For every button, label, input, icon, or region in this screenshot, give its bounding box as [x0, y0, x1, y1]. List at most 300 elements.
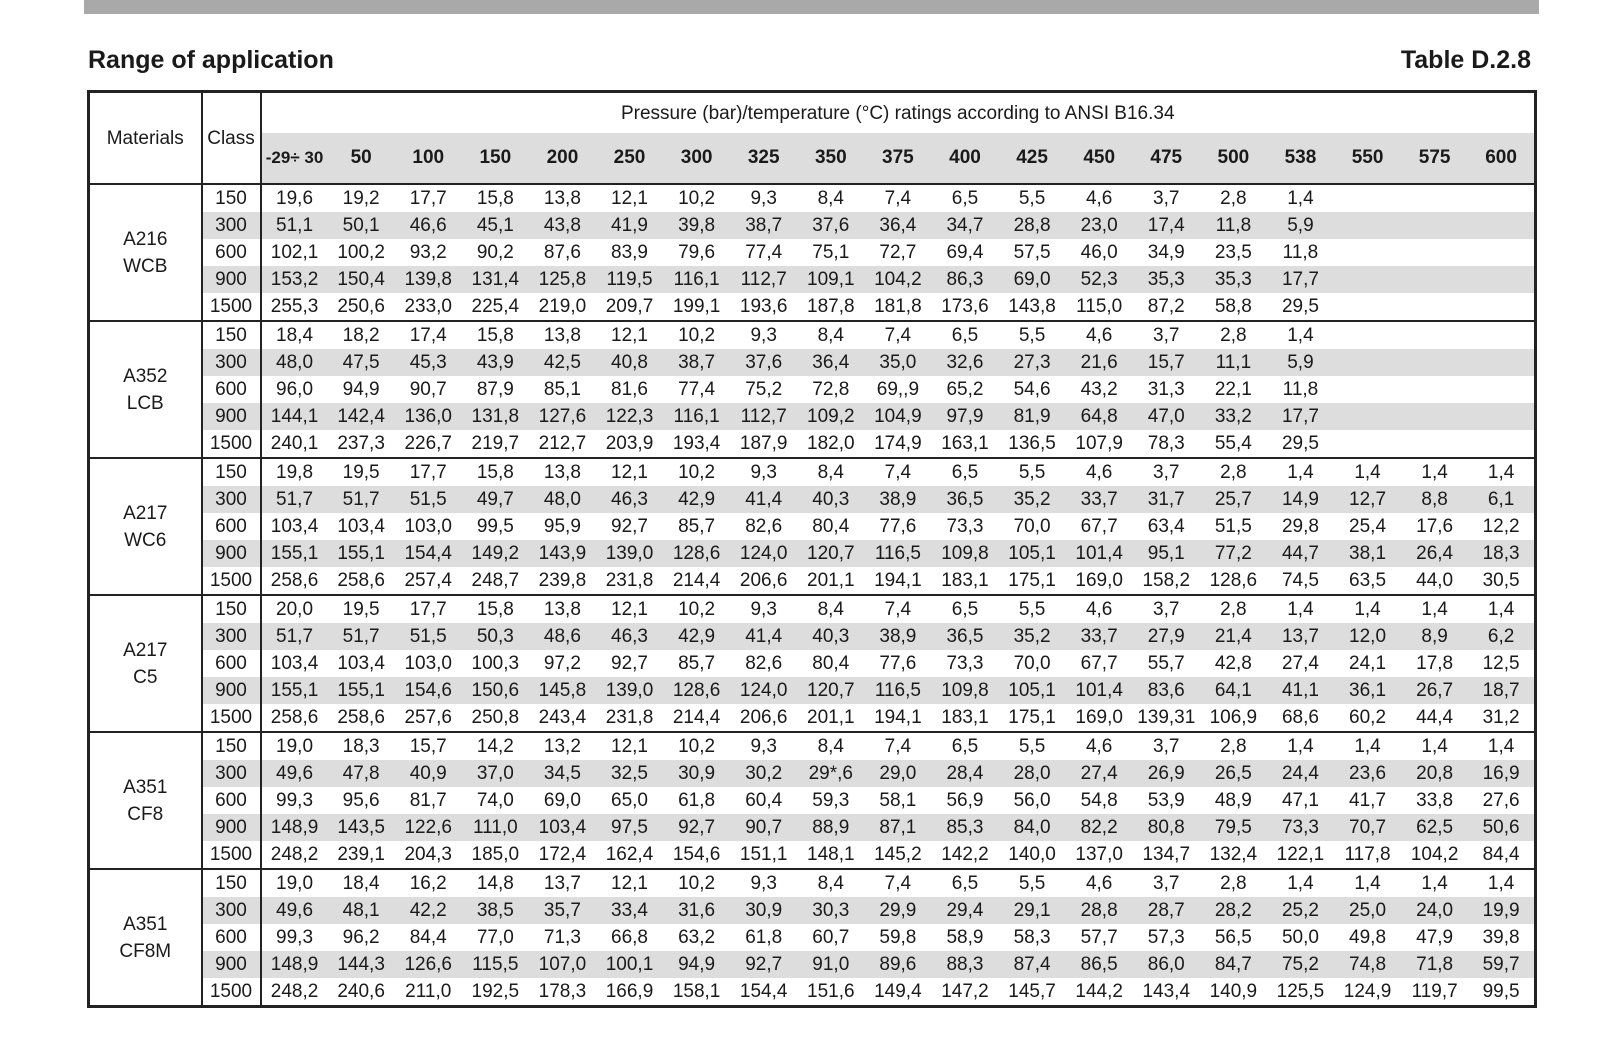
- class-cell: 150: [202, 595, 261, 623]
- rating-value-cell: [1334, 266, 1401, 293]
- rating-value-cell: 56,0: [1013, 790, 1051, 811]
- rating-value-cell: 231,8: [596, 704, 663, 732]
- rating-value-cell: 92,7: [730, 951, 797, 978]
- rating-value-cell: 8,4: [817, 599, 844, 620]
- rating-value-cell: 71,8: [1401, 951, 1468, 978]
- rating-value-cell: 37,6: [730, 349, 797, 376]
- rating-value-cell: 7,4: [884, 462, 912, 483]
- rating-value-cell: 27,9: [1133, 623, 1200, 650]
- table-row: [89, 650, 1536, 677]
- rating-value-cell: [1334, 430, 1401, 458]
- rating-value-cell: 46,3: [596, 623, 663, 650]
- rating-value-cell: 51,7: [328, 486, 395, 513]
- rating-value-cell: 73,3: [946, 653, 984, 674]
- rating-value-cell: 5,9: [1267, 349, 1334, 376]
- material-cell: [89, 732, 202, 869]
- rating-value-cell: 25,4: [1349, 516, 1387, 537]
- rating-value-cell: 139,31: [1133, 704, 1200, 732]
- ratings-title: Pressure (bar)/temperature (°C) ratings according to ANSI B16.34: [261, 92, 1536, 134]
- rating-value-cell: 35,3: [1133, 266, 1200, 293]
- rating-value-cell: 28,2: [1200, 897, 1267, 924]
- rating-value-cell: 10,2: [678, 462, 716, 483]
- rating-value-cell: 27,6: [1468, 787, 1535, 814]
- rating-value-cell: 120,7: [797, 677, 864, 704]
- material-grade: WCB: [123, 255, 168, 277]
- rating-value-cell: 8,4: [817, 325, 844, 346]
- rating-value-cell: 250,6: [328, 293, 395, 321]
- rating-value-cell: 83,9: [611, 242, 648, 263]
- temperature-header: 100: [395, 133, 462, 184]
- rating-value-cell: 8,8: [1401, 486, 1468, 513]
- rating-value-cell: 90,7: [409, 379, 447, 400]
- rating-value-cell: 58,9: [946, 927, 984, 948]
- rating-value-cell: 1,4: [1468, 732, 1535, 760]
- rating-value-cell: 31,3: [1147, 379, 1185, 400]
- rating-value-cell: 37,6: [797, 212, 864, 239]
- rating-value-cell: 28,0: [999, 760, 1066, 787]
- rating-value-cell: 143,8: [999, 293, 1066, 321]
- rating-value-cell: 95,6: [342, 790, 380, 811]
- rating-value-cell: 9,3: [750, 599, 777, 620]
- rating-value-cell: 10,2: [678, 188, 716, 209]
- rating-value-cell: [1334, 293, 1401, 321]
- rating-value-cell: [1401, 184, 1468, 212]
- rating-value-cell: 38,7: [730, 212, 797, 239]
- rating-value-cell: 47,9: [1416, 927, 1454, 948]
- rating-value-cell: 38,1: [1334, 540, 1401, 567]
- table-row: [89, 841, 1536, 869]
- rating-value-cell: 94,9: [342, 379, 380, 400]
- temperature-header: 400: [931, 133, 998, 184]
- rating-value-cell: 27,4: [1281, 653, 1319, 674]
- material-code: A216: [123, 228, 168, 250]
- rating-value-cell: 8,4: [817, 188, 844, 209]
- rating-value-cell: 58,1: [879, 790, 917, 811]
- class-cell: 300: [202, 486, 261, 513]
- rating-value-cell: 97,5: [596, 814, 663, 841]
- rating-value-cell: 49,6: [261, 897, 328, 924]
- rating-value-cell: 219,0: [529, 293, 596, 321]
- rating-value-cell: 57,5: [1013, 242, 1051, 263]
- rating-value-cell: 90,7: [730, 814, 797, 841]
- table-row: [89, 897, 1536, 924]
- rating-value-cell: 19,0: [276, 873, 314, 894]
- rating-value-cell: 73,3: [946, 516, 984, 537]
- rating-value-cell: 21,6: [1066, 349, 1133, 376]
- rating-value-cell: 50,3: [462, 623, 529, 650]
- rating-value-cell: 4,6: [1085, 599, 1113, 620]
- rating-value-cell: 77,6: [879, 653, 917, 674]
- material-grade: WC6: [124, 529, 167, 551]
- class-cell: 900: [202, 540, 261, 567]
- rating-value-cell: 13,2: [543, 736, 581, 757]
- rating-value-cell: 214,4: [663, 704, 730, 732]
- rating-value-cell: 175,1: [999, 704, 1066, 732]
- rating-value-cell: [1468, 321, 1535, 349]
- temperature-header: 538: [1267, 133, 1334, 184]
- rating-value-cell: 87,2: [1133, 293, 1200, 321]
- class-cell: 1500: [202, 430, 261, 458]
- rating-value-cell: 80,4: [812, 516, 850, 537]
- rating-value-cell: 13,8: [543, 325, 581, 346]
- rating-value-cell: [1468, 184, 1535, 212]
- rating-value-cell: 148,1: [797, 841, 864, 869]
- class-cell: 900: [202, 677, 261, 704]
- rating-value-cell: 77,4: [745, 242, 783, 263]
- class-cell: 1500: [202, 567, 261, 595]
- rating-value-cell: 50,6: [1468, 814, 1535, 841]
- rating-value-cell: [1468, 349, 1535, 376]
- rating-value-cell: 103,0: [404, 653, 452, 674]
- table-row: [89, 677, 1536, 704]
- rating-value-cell: 63,4: [1147, 516, 1185, 537]
- rating-value-cell: 128,6: [1200, 567, 1267, 595]
- rating-value-cell: 49,8: [1349, 927, 1387, 948]
- rating-value-cell: 7,4: [884, 599, 912, 620]
- rating-value-cell: 12,0: [1334, 623, 1401, 650]
- rating-value-cell: 5,9: [1267, 212, 1334, 239]
- rating-value-cell: 33,8: [1416, 790, 1454, 811]
- rating-value-cell: 75,1: [812, 242, 850, 263]
- rating-value-cell: 10,2: [678, 599, 716, 620]
- rating-value-cell: 162,4: [596, 841, 663, 869]
- rating-value-cell: 24,4: [1267, 760, 1334, 787]
- rating-value-cell: 36,4: [797, 349, 864, 376]
- rating-value-cell: 17,8: [1416, 653, 1454, 674]
- rating-value-cell: [1468, 293, 1535, 321]
- rating-value-cell: 18,7: [1468, 677, 1535, 704]
- rating-value-cell: 84,4: [409, 927, 447, 948]
- rating-value-cell: 54,8: [1080, 790, 1118, 811]
- rating-value-cell: 20,8: [1401, 760, 1468, 787]
- rating-value-cell: 30,3: [797, 897, 864, 924]
- rating-value-cell: 102,1: [270, 242, 319, 263]
- rating-value-cell: 4,6: [1085, 188, 1113, 209]
- table-row: [89, 376, 1536, 403]
- rating-value-cell: 40,3: [797, 623, 864, 650]
- rating-value-cell: 257,6: [395, 704, 462, 732]
- rating-value-cell: 28,8: [1066, 897, 1133, 924]
- rating-value-cell: 93,2: [409, 242, 447, 263]
- rating-value-cell: [1401, 293, 1468, 321]
- rating-value-cell: 42,9: [663, 623, 730, 650]
- rating-value-cell: 173,6: [931, 293, 998, 321]
- rating-value-cell: 24,1: [1349, 653, 1387, 674]
- table-row: [89, 951, 1536, 978]
- rating-value-cell: 19,5: [342, 462, 380, 483]
- rating-value-cell: 140,0: [999, 841, 1066, 869]
- rating-value-cell: 4,6: [1085, 736, 1113, 757]
- rating-value-cell: 48,0: [261, 349, 328, 376]
- rating-value-cell: 85,7: [678, 653, 716, 674]
- rating-value-cell: 17,7: [1267, 403, 1334, 430]
- rating-value-cell: 17,7: [1267, 266, 1334, 293]
- rating-value-cell: 1,4: [1287, 736, 1314, 757]
- rating-value-cell: 74,8: [1334, 951, 1401, 978]
- rating-value-cell: 1,4: [1354, 736, 1381, 757]
- rating-value-cell: 51,7: [261, 623, 328, 650]
- rating-value-cell: 74,5: [1267, 567, 1334, 595]
- rating-value-cell: 158,2: [1133, 567, 1200, 595]
- rating-value-cell: 119,7: [1401, 978, 1468, 1007]
- rating-value-cell: 9,3: [750, 873, 777, 894]
- rating-value-cell: 86,3: [931, 266, 998, 293]
- rating-value-cell: 33,2: [1200, 403, 1267, 430]
- table-row: [89, 266, 1536, 293]
- rating-value-cell: 124,0: [730, 540, 797, 567]
- rating-value-cell: 16,2: [409, 873, 447, 894]
- rating-value-cell: 248,7: [462, 567, 529, 595]
- rating-value-cell: 106,9: [1200, 704, 1267, 732]
- rating-value-cell: 258,6: [328, 567, 395, 595]
- table-row: [89, 403, 1536, 430]
- rating-value-cell: 12,1: [611, 462, 648, 483]
- class-cell: 600: [202, 650, 261, 677]
- class-cell: 600: [202, 924, 261, 951]
- class-cell: 1500: [202, 841, 261, 869]
- rating-value-cell: 70,0: [1013, 653, 1051, 674]
- rating-value-cell: 95,1: [1133, 540, 1200, 567]
- class-cell: 150: [202, 732, 261, 760]
- class-cell: 900: [202, 266, 261, 293]
- rating-value-cell: 80,8: [1133, 814, 1200, 841]
- rating-value-cell: 85,7: [678, 516, 716, 537]
- rating-value-cell: 103,0: [404, 516, 452, 537]
- rating-value-cell: 187,8: [797, 293, 864, 321]
- rating-value-cell: 166,9: [596, 978, 663, 1007]
- temperature-header-row: [89, 133, 1536, 184]
- table-row: [89, 239, 1536, 266]
- rating-value-cell: 12,7: [1334, 486, 1401, 513]
- rating-value-cell: 41,9: [596, 212, 663, 239]
- rating-value-cell: 12,2: [1468, 513, 1535, 540]
- rating-value-cell: 1,4: [1354, 873, 1381, 894]
- rating-value-cell: 104,2: [864, 266, 931, 293]
- rating-value-cell: 10,2: [678, 736, 716, 757]
- rating-value-cell: [1401, 349, 1468, 376]
- table-row: [89, 869, 1536, 897]
- table-row: [89, 212, 1536, 239]
- rating-value-cell: [1334, 239, 1401, 266]
- rating-value-cell: 96,0: [276, 379, 314, 400]
- rating-value-cell: 4,6: [1085, 462, 1113, 483]
- rating-value-cell: 15,7: [1133, 349, 1200, 376]
- rating-value-cell: 57,7: [1080, 927, 1118, 948]
- rating-value-cell: 43,2: [1080, 379, 1118, 400]
- rating-value-cell: 103,4: [270, 653, 319, 674]
- rating-value-cell: 147,2: [931, 978, 998, 1007]
- rating-value-cell: 43,9: [462, 349, 529, 376]
- rating-value-cell: 100,2: [337, 242, 385, 263]
- temperature-header: -29÷ 30: [261, 133, 328, 184]
- rating-value-cell: 35,2: [999, 623, 1066, 650]
- rating-value-cell: 125,8: [529, 266, 596, 293]
- rating-value-cell: 225,4: [462, 293, 529, 321]
- rating-value-cell: 149,2: [462, 540, 529, 567]
- rating-value-cell: 237,3: [328, 430, 395, 458]
- rating-value-cell: 4,6: [1085, 325, 1113, 346]
- rating-value-cell: 116,1: [663, 403, 730, 430]
- rating-value-cell: 99,5: [476, 516, 514, 537]
- rating-value-cell: 5,5: [1018, 325, 1046, 346]
- rating-value-cell: 103,4: [529, 814, 596, 841]
- rating-value-cell: 91,0: [797, 951, 864, 978]
- rating-value-cell: 154,4: [730, 978, 797, 1007]
- rating-value-cell: 3,7: [1153, 599, 1180, 620]
- temperature-header: 350: [797, 133, 864, 184]
- rating-value-cell: 11,8: [1282, 242, 1319, 263]
- rating-value-cell: 19,9: [1468, 897, 1535, 924]
- rating-value-cell: 104,2: [1401, 841, 1468, 869]
- rating-value-cell: 142,2: [931, 841, 998, 869]
- rating-value-cell: 25,2: [1267, 897, 1334, 924]
- rating-value-cell: 77,0: [476, 927, 514, 948]
- rating-value-cell: 70,0: [1013, 516, 1051, 537]
- material-code: A352: [123, 365, 168, 387]
- rating-value-cell: 233,0: [395, 293, 462, 321]
- rating-value-cell: 182,0: [797, 430, 864, 458]
- rating-value-cell: 8,9: [1401, 623, 1468, 650]
- rating-value-cell: 87,6: [543, 242, 581, 263]
- rating-value-cell: 92,7: [611, 516, 648, 537]
- rating-value-cell: [1401, 212, 1468, 239]
- rating-value-cell: [1401, 403, 1468, 430]
- rating-value-cell: 1,4: [1287, 599, 1314, 620]
- rating-value-cell: 74,0: [476, 790, 514, 811]
- rating-value-cell: 61,8: [745, 927, 783, 948]
- rating-value-cell: 81,9: [999, 403, 1066, 430]
- class-cell: 900: [202, 403, 261, 430]
- rating-value-cell: 203,9: [596, 430, 663, 458]
- rating-value-cell: 116,5: [864, 540, 931, 567]
- rating-value-cell: 2,8: [1220, 873, 1247, 894]
- table-row: [89, 567, 1536, 595]
- table-reference: Table D.2.8: [1400, 46, 1531, 74]
- rating-value-cell: 39,8: [1468, 924, 1535, 951]
- rating-value-cell: 51,1: [261, 212, 328, 239]
- rating-value-cell: 45,3: [395, 349, 462, 376]
- rating-value-cell: 39,8: [663, 212, 730, 239]
- table-row: [89, 293, 1536, 321]
- rating-value-cell: 42,5: [529, 349, 596, 376]
- rating-value-cell: 26,5: [1200, 760, 1267, 787]
- class-cell: 600: [202, 239, 261, 266]
- rating-value-cell: 50,0: [1281, 927, 1319, 948]
- rating-value-cell: 136,5: [999, 430, 1066, 458]
- rating-value-cell: 101,4: [1066, 677, 1133, 704]
- rating-value-cell: 83,6: [1133, 677, 1200, 704]
- rating-value-cell: 206,6: [730, 567, 797, 595]
- rating-value-cell: 77,2: [1200, 540, 1267, 567]
- rating-value-cell: 107,9: [1066, 430, 1133, 458]
- rating-value-cell: 21,4: [1200, 623, 1267, 650]
- rating-value-cell: 257,4: [395, 567, 462, 595]
- rating-value-cell: 97,9: [931, 403, 998, 430]
- rating-value-cell: 38,9: [864, 623, 931, 650]
- rating-value-cell: 75,2: [745, 379, 783, 400]
- rating-value-cell: 23,6: [1334, 760, 1401, 787]
- rating-value-cell: 60,4: [745, 790, 783, 811]
- rating-value-cell: 43,8: [529, 212, 596, 239]
- rating-value-cell: 109,8: [931, 540, 998, 567]
- rating-value-cell: 15,7: [409, 736, 447, 757]
- rating-value-cell: 3,7: [1153, 188, 1180, 209]
- rating-value-cell: 13,7: [543, 873, 581, 894]
- rating-value-cell: 23,0: [1066, 212, 1133, 239]
- rating-value-cell: 1,4: [1468, 869, 1535, 897]
- rating-value-cell: 92,7: [663, 814, 730, 841]
- rating-value-cell: 69,4: [946, 242, 984, 263]
- rating-value-cell: 92,7: [611, 653, 648, 674]
- rating-value-cell: 18,4: [276, 325, 314, 346]
- rating-value-cell: 42,9: [663, 486, 730, 513]
- rating-value-cell: 88,3: [931, 951, 998, 978]
- rating-value-cell: 59,8: [879, 927, 917, 948]
- rating-value-cell: 12,5: [1468, 650, 1535, 677]
- rating-value-cell: 59,3: [812, 790, 850, 811]
- rating-value-cell: 5,5: [1018, 873, 1046, 894]
- rating-value-cell: 209,7: [596, 293, 663, 321]
- rating-value-cell: 1,4: [1421, 873, 1448, 894]
- rating-value-cell: 8,4: [817, 873, 844, 894]
- rating-value-cell: 55,7: [1147, 653, 1185, 674]
- rating-value-cell: 30,2: [730, 760, 797, 787]
- rating-value-cell: 20,0: [276, 599, 314, 620]
- rating-value-cell: 124,9: [1334, 978, 1401, 1007]
- rating-value-cell: 250,8: [462, 704, 529, 732]
- rating-value-cell: 78,3: [1133, 430, 1200, 458]
- rating-value-cell: 158,1: [663, 978, 730, 1007]
- rating-value-cell: 150,4: [328, 266, 395, 293]
- table-row: [89, 732, 1536, 760]
- rating-value-cell: 169,0: [1066, 567, 1133, 595]
- rating-value-cell: [1468, 266, 1535, 293]
- rating-value-cell: 36,5: [931, 623, 998, 650]
- rating-value-cell: 90,2: [476, 242, 514, 263]
- rating-value-cell: 115,5: [462, 951, 529, 978]
- materials-column-header: Materials: [89, 92, 202, 185]
- rating-value-cell: 94,9: [663, 951, 730, 978]
- class-cell: 150: [202, 184, 261, 212]
- rating-value-cell: 27,3: [999, 349, 1066, 376]
- rating-value-cell: 143,5: [328, 814, 395, 841]
- rating-value-cell: [1468, 212, 1535, 239]
- rating-value-cell: 103,4: [337, 653, 385, 674]
- rating-value-cell: 29,5: [1267, 430, 1334, 458]
- rating-value-cell: 219,7: [462, 430, 529, 458]
- class-cell: 300: [202, 623, 261, 650]
- table-row: [89, 430, 1536, 458]
- rating-value-cell: 1,4: [1287, 462, 1314, 483]
- rating-value-cell: 29,4: [931, 897, 998, 924]
- rating-value-cell: 1,4: [1287, 188, 1314, 209]
- rating-value-cell: 63,2: [678, 927, 716, 948]
- rating-value-cell: 148,9: [261, 814, 328, 841]
- rating-value-cell: 103,4: [270, 516, 319, 537]
- rating-value-cell: 181,8: [864, 293, 931, 321]
- rating-value-cell: 31,6: [663, 897, 730, 924]
- rating-value-cell: 194,1: [864, 567, 931, 595]
- rating-value-cell: [1401, 321, 1468, 349]
- rating-value-cell: 18,3: [342, 736, 380, 757]
- rating-value-cell: 14,2: [476, 736, 514, 757]
- temperature-header: 300: [663, 133, 730, 184]
- rating-value-cell: 6,5: [951, 188, 979, 209]
- rating-value-cell: 12,1: [611, 873, 648, 894]
- rating-value-cell: 36,1: [1334, 677, 1401, 704]
- rating-value-cell: 70,7: [1334, 814, 1401, 841]
- class-cell: 1500: [202, 978, 261, 1007]
